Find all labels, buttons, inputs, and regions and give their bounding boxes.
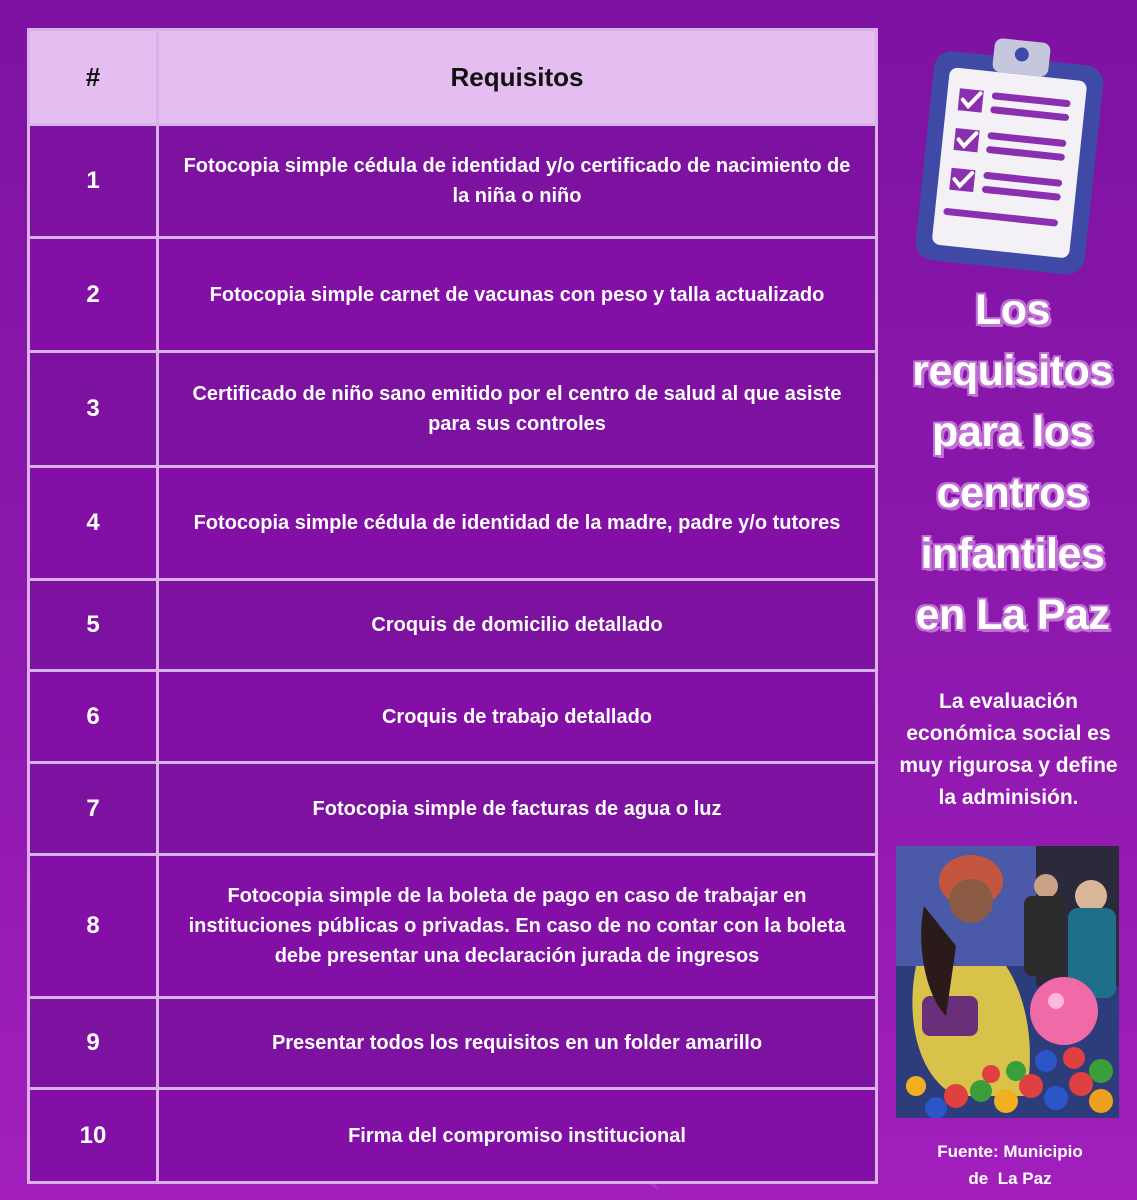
requirements-table: [27, 28, 878, 1184]
row-text: Fotocopia simple carnet de vacunas con peso y talla actualizado: [158, 238, 877, 352]
row-text: Fotocopia simple cédula de identidad de la madre, padre y/o tutores: [158, 467, 877, 580]
table-header-row: [29, 30, 877, 125]
side-title: [888, 280, 1137, 646]
evaluation-note: [880, 686, 1137, 814]
row-text: Fotocopia simple cédula de identidad y/o certificado de nacimiento de la niña o niño: [158, 125, 877, 238]
row-text: Presentar todos los requisitos en un folder amarillo: [158, 998, 877, 1089]
table-row: [29, 467, 877, 580]
table-row: [29, 998, 877, 1089]
row-number: 7: [29, 763, 158, 855]
table-row: [29, 238, 877, 352]
header-number: #: [29, 30, 158, 125]
row-number: 9: [29, 998, 158, 1089]
note-line: La evaluación: [939, 690, 1078, 713]
table-row: [29, 1089, 877, 1183]
note-line: muy rigurosa y define: [899, 754, 1118, 777]
row-number: 1: [29, 125, 158, 238]
row-text: Firma del compromiso institucional: [158, 1089, 877, 1183]
row-text: Croquis de trabajo detallado: [158, 671, 877, 763]
title-line: en La Paz: [915, 591, 1110, 639]
title-line: requisitos: [912, 347, 1113, 395]
table-row: [29, 671, 877, 763]
title-line: centros: [936, 469, 1089, 517]
row-text: Fotocopia simple de la boleta de pago en caso de trabajar en instituciones públicas o privadas. En caso de no contar con la boleta debe presentar una declaración jurada de ingresos: [158, 855, 877, 998]
row-number: 3: [29, 352, 158, 467]
note-line: económica social es: [906, 722, 1111, 745]
table-row: [29, 352, 877, 467]
source-line: Fuente: Municipio: [937, 1142, 1083, 1161]
title-line: infantiles: [920, 530, 1105, 578]
row-number: 2: [29, 238, 158, 352]
table-row: [29, 580, 877, 671]
title-line: Los: [975, 286, 1050, 334]
row-text: Croquis de domicilio detallado: [158, 580, 877, 671]
note-line: la adminisión.: [938, 786, 1079, 809]
table-row: [29, 125, 877, 238]
row-text: Fotocopia simple de facturas de agua o luz: [158, 763, 877, 855]
children-ball-pit-photo: [896, 846, 1119, 1118]
header-requisitos: Requisitos: [158, 30, 877, 125]
source-credit: [905, 1138, 1115, 1192]
row-number: 4: [29, 467, 158, 580]
title-line: para los: [932, 408, 1093, 456]
row-number: 10: [29, 1089, 158, 1183]
table-row: [29, 763, 877, 855]
row-number: 5: [29, 580, 158, 671]
row-number: 8: [29, 855, 158, 998]
row-number: 6: [29, 671, 158, 763]
table-row: [29, 855, 877, 998]
clipboard-checklist-icon: [912, 18, 1112, 278]
source-line: de La Paz: [968, 1169, 1052, 1188]
row-text: Certificado de niño sano emitido por el centro de salud al que asiste para sus controles: [158, 352, 877, 467]
